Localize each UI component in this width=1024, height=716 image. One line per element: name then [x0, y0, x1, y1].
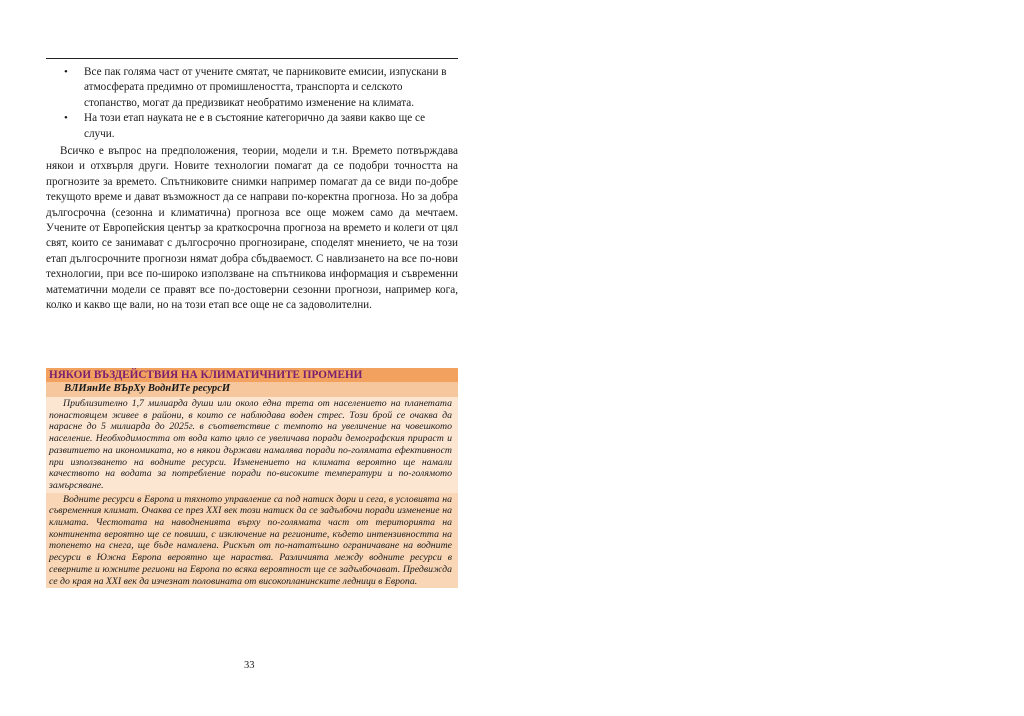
bullet-text: Все пак голяма част от учените смятат, че парниковите емисии, изпускани в атмосферата предимно от промишлеността, транспорта и селското стопанство, могат да предизвикат необратимо изменение на климата. — [84, 66, 447, 109]
bullet-list — [46, 65, 458, 142]
box-subtitle: ВЛИянИе ВЪрХу ВоднИТе ресурсИ — [46, 382, 458, 397]
page-number: 33 — [244, 660, 255, 671]
box-paragraph-1: Приблизително 1,7 милиарда души или около една трета от населението на планетата понастоящем живее в райони, в които се наблюдава воден стрес. Този брой се очаква да нарасне до 5 милиарда до 2025г. в съответствие с темпото на увеличение на човешкото население. Необходимостта от вода като цяло се увеличава поради демографския прираст и развитието на икономиката, но в някои държави намалява поради по-голямата ефективност при използването на водните ресурси. Изменението на климата вероятно ще намали качеството на водата за потребление поради по-високите температури и по-голямото замърсяване. — [46, 397, 458, 493]
bullet-text: На този етап науката не е в състояние категорично да заяви какво ще се случи. — [84, 112, 426, 140]
climate-impacts-box — [46, 368, 458, 588]
bullet-item — [46, 65, 458, 111]
bullet-dot-icon: • — [64, 112, 68, 125]
body-paragraph: Всичко е въпрос на предположения, теории, модели и т.н. Времето потвърждава някои и отхвърля други. Новите технологии помагат да се подобри точността на прогнозите за времето. Спътниковите снимки например помагат да се види по-добре текущото време и дават възможност да се направи по-коректна прогноза. Но за добра дългосрочна (сезонна и климатична) прогноза все още можем само да мечтаем. Учените от Европейския център за краткосрочна прогноза на времето и колеги от цял свят, които се занимават с дългосрочно прогнозиране, споделят мнението, че на този етап дългосрочните прогнози нямат добра сбъдваемост. С навлизането на все по-нови технологии, при все по-широко използване на спътникова информация и съвременни математични модели се правят все по-достоверни сезонни прогнози, например кога, колко и какво ще вали, но на този етап все още не са задоволителни. — [46, 145, 458, 312]
box-title: НЯКОИ ВЪЗДЕЙСТВИЯ НА КЛИМАТИЧНИТЕ ПРОМЕНИ — [46, 368, 458, 382]
box-paragraph-2: Водните ресурси в Европа и тяхното управление са под натиск дори и сега, в условията на съвременния климат. Очаква се през XXI век този натиск да се задълбочи поради изменение на климата. Честотата на наводненията върху по-голямата част от територията на континента вероятно ще се повиши, с изключение на регионите, където интензивността на топенето на снега, ще бъде намалена. Рискът от по-нататъшно ограничаване на водните ресурси в Южна Европа вероятно ще нараства. Различията между водните ресурси в северните и южните региони на Европа по всяка вероятност ще се задълбочават. Предвижда се до края на XXI век да изчезнат половината от високопланинските ледници в Европа. — [46, 493, 458, 589]
top-rule — [46, 58, 458, 59]
bullet-dot-icon: • — [64, 66, 68, 78]
bullet-item — [46, 111, 458, 142]
main-text — [46, 58, 458, 314]
